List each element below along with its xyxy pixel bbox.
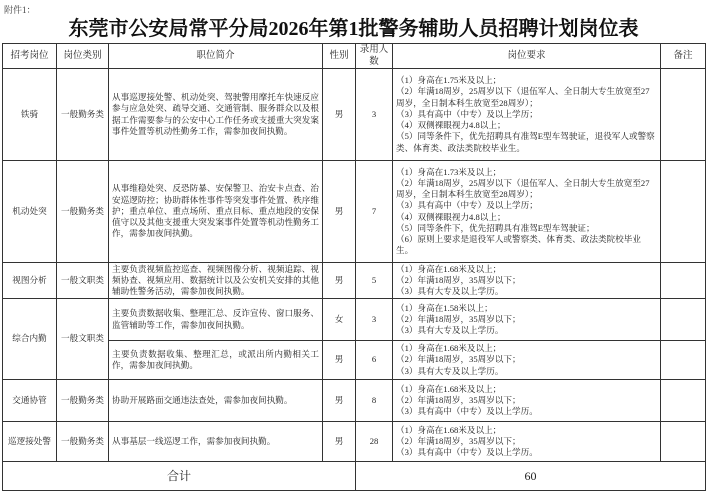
count-cell: 3 [356, 299, 393, 341]
requirement-item: （5）同等条件下，优先招聘具有准驾E型车驾驶证，退役军人或警察类、体育类、政法类院校毕业生。 [396, 131, 655, 153]
total-value: 60 [356, 462, 706, 491]
count-cell: 3 [356, 69, 393, 161]
requirement-item: （2）年满18周岁，25周岁以下（退伍军人、全日制大专生放宽至27周岁，全日制本科生放宽至28周岁）； [396, 177, 650, 200]
count-cell: 8 [356, 380, 393, 422]
gender-cell: 男 [323, 341, 356, 380]
requirement-item: （3）具有大专及以上学历。 [396, 286, 504, 297]
requirement-item: （1）身高在1.68米及以上； [396, 343, 502, 354]
description-cell: 从事基层一线巡逻工作，需参加夜间执勤。 [109, 422, 323, 462]
requirement-item: （3）具有高中（中专）及以上学历。 [396, 447, 538, 458]
requirement-item: （2）年满18周岁，35周岁以下； [396, 274, 521, 285]
requirements-cell [393, 380, 661, 422]
count-cell: 28 [356, 422, 393, 462]
header-post: 招考岗位 [3, 44, 57, 69]
requirement-item: （1）身高在1.75米及以上； [396, 75, 502, 86]
requirement-item: （1）身高在1.68米及以上； [396, 424, 502, 435]
requirement-item: （2）年满18周岁，35周岁以下； [396, 435, 521, 446]
table-row [3, 341, 706, 380]
requirement-item: （1）身高在1.68米及以上； [396, 383, 502, 394]
count-cell: 5 [356, 263, 393, 299]
note-cell [661, 299, 706, 341]
requirement-item: （6）原则上要求是退役军人或警察类、体育类、政法类院校毕业生。 [396, 233, 641, 256]
total-row [3, 462, 706, 491]
header-gender: 性别 [323, 44, 356, 69]
requirement-item: （3）具有高中（中专）及以上学历； [396, 108, 538, 119]
post-cell: 交通协管 [3, 380, 57, 422]
requirement-item: （3）具有高中（中专）及以上学历； [396, 200, 538, 211]
gender-cell: 男 [323, 380, 356, 422]
requirements-cell [393, 161, 661, 263]
header-note: 备注 [661, 44, 706, 69]
header-row [3, 44, 706, 69]
requirements-cell [393, 341, 661, 380]
requirements-cell [393, 299, 661, 341]
description-cell: 主要负责数据收集、整理汇总、反诈宣传、窗口服务、监管辅助等工作，需参加夜间执勤。 [109, 299, 323, 341]
gender-cell: 男 [323, 422, 356, 462]
description-cell: 主要负责视频监控巡查、视频图像分析、视频追踪、视频协查、视频应用、数据统计以及公安机关安排的其他辅助性警务活动，需参加夜间执勤。 [109, 263, 323, 299]
requirement-item: （4）双侧裸眼视力4.8以上； [396, 120, 506, 131]
requirements-cell [393, 422, 661, 462]
recruitment-table [2, 43, 706, 491]
description-cell: 协助开展路面交通违法查处，需参加夜间执勤。 [109, 380, 323, 422]
requirement-item: （4）双侧裸眼视力4.8以上； [396, 211, 506, 222]
requirement-item: （1）身高在1.58米以上； [396, 302, 493, 313]
note-cell [661, 380, 706, 422]
table-row [3, 422, 706, 462]
header-category: 岗位类别 [57, 44, 109, 69]
requirement-item: （3）具有大专及以上学历。 [396, 365, 504, 376]
total-label: 合计 [3, 462, 356, 491]
note-cell [661, 161, 706, 263]
count-cell: 6 [356, 341, 393, 380]
category-cell: 一般勤务类 [57, 422, 109, 462]
gender-cell: 男 [323, 161, 356, 263]
description-cell: 从事巡逻接处警、机动处突、驾驶警用摩托车快速反应参与应急处突、疏导交通、交通管制、服务群众以及根据工作需要参与的公安中心工作任务或支援重大突发案事件处置等机动性勤务工作，需参加夜间执勤。 [109, 69, 323, 161]
category-cell: 一般勤务类 [57, 69, 109, 161]
attachment-label: 附件1： [4, 5, 36, 15]
category-cell: 一般勤务类 [57, 380, 109, 422]
requirement-item: （1）身高在1.73米及以上； [396, 166, 502, 177]
requirement-item: （2）年满18周岁，35周岁以下； [396, 394, 521, 405]
requirement-item: （5）同等条件下，优先招聘具有准驾E型车驾驶证； [396, 222, 595, 233]
table-row [3, 161, 706, 263]
category-cell: 一般文职类 [57, 263, 109, 299]
post-cell: 巡逻接处警 [3, 422, 57, 462]
requirement-item: （2）年满18周岁，25周岁以下（退伍军人、全日制大专生放宽至27周岁，全日制本科生放宽至28周岁）； [396, 86, 650, 108]
post-cell: 综合内勤 [3, 299, 57, 380]
gender-cell: 男 [323, 69, 356, 161]
table-row [3, 299, 706, 341]
requirement-item: （1）身高在1.68米及以上； [396, 263, 502, 274]
note-cell [661, 422, 706, 462]
requirements-cell [393, 263, 661, 299]
header-desc: 职位简介 [109, 44, 323, 69]
post-cell: 铁骑 [3, 69, 57, 161]
post-cell: 机动处突 [3, 161, 57, 263]
table-row [3, 380, 706, 422]
gender-cell: 男 [323, 263, 356, 299]
requirements-cell [393, 69, 661, 161]
requirement-item: （3）具有大专及以上学历。 [396, 325, 504, 336]
count-cell: 7 [356, 161, 393, 263]
table-row [3, 69, 706, 161]
requirement-item: （2）年满18周岁，35周岁以下； [396, 354, 521, 365]
page-title: 东莞市公安局常平分局2026年第1批警务辅助人员招聘计划岗位表 [68, 18, 639, 40]
category-cell: 一般文职类 [57, 299, 109, 380]
category-cell: 一般勤务类 [57, 161, 109, 263]
note-cell [661, 69, 706, 161]
note-cell [661, 263, 706, 299]
header-count: 录用人数 [356, 44, 393, 69]
gender-cell: 女 [323, 299, 356, 341]
post-cell: 视图分析 [3, 263, 57, 299]
requirement-item: （3）具有高中（中专）及以上学历。 [396, 406, 538, 417]
table-row [3, 263, 706, 299]
description-cell: 主要负责数据收集、整理汇总，或派出所内勤相关工作，需参加夜间执勤。 [109, 341, 323, 380]
description-cell: 从事维稳处突、反恐防暴、安保警卫、治安卡点查、治安巡逻防控；协助群体性事件等突发事件处置、秩序维护；重点单位、重点场所、重点目标、重点地段的安保值守以及其他支援重大突发案事件处置等机动性勤务工作，需参加夜间执勤。 [109, 161, 323, 263]
header-requirements: 岗位要求 [393, 44, 661, 69]
requirement-item: （2）年满18周岁，35周岁以下； [396, 313, 521, 324]
note-cell [661, 341, 706, 380]
